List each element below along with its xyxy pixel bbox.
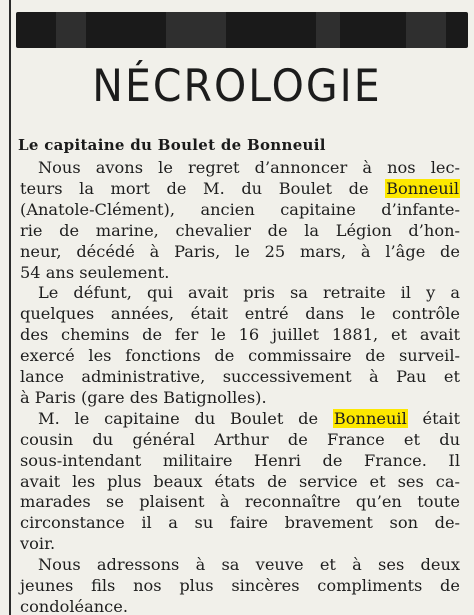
line-text: était bbox=[407, 408, 460, 428]
article-line bbox=[20, 534, 460, 554]
article-line bbox=[20, 492, 460, 512]
line-text: exercé les fonctions de commissaire de surveil- bbox=[20, 346, 460, 366]
line-text: Nous adressons à sa veuve et à ses deux bbox=[38, 555, 460, 575]
line-text: rie de marine, chevalier de la Légion d’hon- bbox=[20, 220, 460, 240]
line-text: jeunes fils nos plus sincères compliments de bbox=[20, 576, 460, 595]
article-line bbox=[20, 179, 460, 199]
line-text: marades se plaisent à reconnaître qu’en toute bbox=[20, 492, 460, 512]
line-text: teurs la mort de M. du Boulet de bbox=[20, 178, 386, 198]
article-line bbox=[20, 472, 460, 492]
article-line bbox=[20, 388, 460, 408]
article-line bbox=[20, 325, 460, 345]
article-line bbox=[20, 451, 460, 471]
article-line bbox=[20, 367, 460, 387]
line-text: M. le capitaine du Boulet de bbox=[38, 408, 333, 428]
line-text: voir. bbox=[20, 534, 56, 554]
search-highlight: Bonneuil bbox=[386, 178, 459, 198]
line-text: quelques années, était entré dans le contrôle bbox=[20, 304, 460, 324]
article-line bbox=[38, 283, 460, 303]
article-line bbox=[38, 409, 460, 429]
line-text: neur, décédé à Paris, le 25 mars, à l’âge de bbox=[20, 241, 460, 261]
article-line bbox=[38, 555, 460, 575]
article-title: Le capitaine du Boulet de Bonneuil bbox=[18, 136, 326, 154]
line-text: circonstance il a su faire bravement son de- bbox=[20, 513, 460, 533]
search-highlight: Bonneuil bbox=[333, 408, 407, 428]
article-line bbox=[20, 346, 460, 366]
line-text: des chemins de fer le 16 juillet 1881, et avait bbox=[20, 325, 460, 345]
line-text: cousin du général Arthur de France et du bbox=[20, 429, 460, 449]
line-text: lance administrative, successivement à Pau et bbox=[20, 367, 460, 386]
page-title: NÉCROLOGIE bbox=[92, 60, 382, 112]
article-line bbox=[20, 242, 460, 262]
line-text: 54 ans seulement. bbox=[20, 262, 170, 282]
article-line bbox=[38, 158, 460, 178]
article-line bbox=[20, 304, 460, 324]
redacted-top-band bbox=[16, 12, 468, 48]
line-text: à Paris (gare des Batignolles). bbox=[20, 387, 267, 407]
line-text: condoléance. bbox=[20, 596, 128, 615]
line-text: Nous avons le regret d’annoncer à nos lec- bbox=[38, 158, 460, 177]
article-line bbox=[20, 221, 460, 241]
article-line bbox=[20, 597, 460, 615]
line-text: sous-intendant militaire Henri de France. Il bbox=[20, 450, 460, 470]
article-line bbox=[20, 263, 460, 283]
article-line bbox=[20, 513, 460, 533]
article-line bbox=[20, 430, 460, 450]
line-text: avait les plus beaux états de service et ses ca- bbox=[20, 471, 460, 491]
line-text: (Anatole-Clément), ancien capitaine d’infante- bbox=[20, 199, 460, 219]
article-line bbox=[20, 200, 460, 220]
article-line bbox=[20, 576, 460, 596]
line-text: Le défunt, qui avait pris sa retraite il y a bbox=[38, 283, 460, 303]
